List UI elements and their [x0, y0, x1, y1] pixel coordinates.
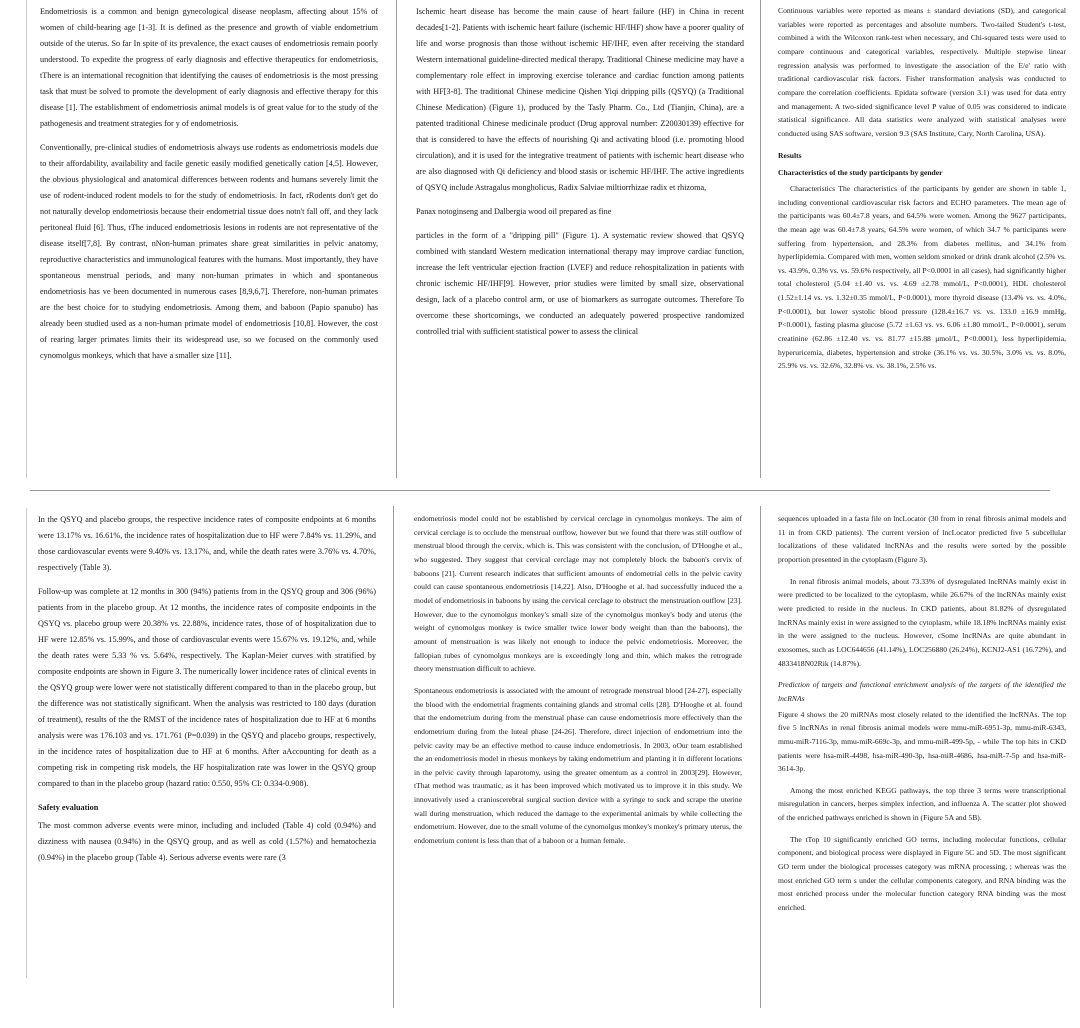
paragraph: Endometriosis is a common and benign gynecological disease neoplasm, affecting about 15% of women of child-bearing age [1-3]. It is defined as the presence and growth of viable endometrium outside of the uterus. So far In spite of its prevalence, the exact causes of endometriosis remain poorly understood. To expedite the progress of early diagnosis and effective therapeutics for endometriosis, tThere is an international recognition that identifying the causes of endometriosis is the most pressing task that must be solved to promote the development of early diagnosis and effective therapy for this disease [1]. The establishment of endometriosis animal models is of great value for to the study of the pathogenesis and treatment strategies for y of endometriosis.	[40, 7, 378, 128]
paragraph: Panax notoginseng and Dalbergia wood oil prepared as fine	[416, 206, 612, 216]
left-edge-rule-top	[26, 0, 27, 478]
paragraph: Figure 4 shows the 20 miRNAs most closely related to the identified the lncRNAs. The top five 5 lncRNAs in renal fibrosis animal models were mmu-miR-6951-3p, mmu-miR-6343, mmu-miR-7116-3p, mmu-miR-669c-3p, and mmu-miR-499-5p, - while The top hits in CKD patients were hsa-miR-4498, hsa-miR-490-3p, hsa-miR-4686, hsa-miR-7-5p and hsa-miR-3614-3p.	[778, 709, 1066, 774]
section-heading: Results	[778, 150, 802, 160]
panel-top-right	[770, 2, 1074, 480]
paragraph: sequences uploaded in a fasta file on lncLocator (30 from in renal fibrosis animal models and 11 in from CKD patients). The current version of lncLocator predicted five 5 subcellular localizations of these validated lncRNAs and the results were sorted by the possible proportion presented in the cytoplasm (Figure 3).	[778, 514, 1066, 564]
paragraph: particles in the form of a "dripping pill" (Figure 1). A systematic review showed that QSYQ combined with standard Western medication international therapy may improve cardiac function, increase the left ventricular ejection fraction (LVEF) and reduce rehospitalization in patients with chronic ischemic HF/IHF[9]. However, prior studies were limited by small size, observational design, lack of a placebo control arm, or use of biomarkers as surrogate outcomes. Therefore To overcome these shortcomings, we conducted an adequately powered prospective randomized controlled trial with sufficient statistical power to assess the clinical	[416, 230, 744, 336]
left-edge-rule-bottom	[26, 508, 27, 978]
panel-top-left	[32, 2, 386, 480]
section-heading: Safety evaluation	[38, 802, 99, 812]
paragraph: Among the most enriched KEGG pathways, the top three 3 terms were transcriptional misregulation in cancers, herpes simplex infection, and influenza A. The scatter plot showed of the enriched pathways enriched is shown in (Figure 5A and 5B).	[778, 785, 1066, 823]
paragraph: endometriosis model could not be established by cervical cerclage in cynomolgus monkeys. The aim of cervical cerclage is to occlude the menstrual outflow, however but we found that there was still outflow of menstrual blood through the cervix, which is. This was consistent with the conclusion, of D'Hooghe et al., who suggested. They suggest that cervical cerclage may not completely block the baboon's cervix of baboons [21]. Current research indicates that sufficient amounts of endometrial cells in the pelvic cavity could can cause spontaneous endometriosis [14,22]. Also, D'Hooghe et al. had successfully induced the a model of endometriosis in baboons by using the cervical cerclage to obstruct the menstruation outflow [23]. However, due to the cynomolgus monkey's small size of the cynomolgus monkey's body and uterus (the weight of cynomolgus monkey is twice smaller twice lower body weight than than the baboons), the amount of menstruation is was likely not enough to induce the pelvic endometriosis. Moreover, the fallopian tubes of cynomolgus monkeys are is exceedingly long and thin, which makes the retrograde theory menstruation difficult to achieve.	[414, 514, 742, 674]
paragraph: The tTop 10 significantly enriched GO terms, including molecular functions, cellular component, and biological process were displayed in Figure 5C and 5D. The most significant GO term under the biological processes category was mRNA processing, ; whereas was the most enriched GO term s under the cellular components category, and RNA binding was the most enriched process under the molecular function category RNA binding was the most enriched.	[778, 834, 1066, 913]
subsection-heading: Prediction of targets and functional enrichment analysis of the targets of the identified the lncRNAs	[778, 680, 1066, 703]
row-divider	[30, 490, 1050, 491]
paragraph: Spontaneous endometriosis is associated with the amount of retrograde menstrual blood [24-27], especially the blood with the endometrial fragments containing glands and stromal cells [28]. D'Hooghe et al. found that the endometrium during from the menstrual phase can cause endometriosis more effectively than the endometrium during from the luteal phase [24-26]. Therefore, direct injection of endometrium into the pelvic cavity may be an effective method to cause induce endometriosis. In 2003, oOur team established the an endometriosis model in rhesus monkeys by taking endometrium and planting it in different locations in the pelvic cavity through laparotomy, using the greater omentum as a control in 2003[29]. However, tThat method was traumatic, as it has been improved which motivated us to improve it in this study. We innovatively used a cranioscerebral surgical suction device with a syringe to suck and scrape the uterine wall during menstruation, which reduced the damage to the experimental animals by while collecting the endometrium. However, due to the small volume of the cynomolgus monkey's monkey's primary uterus, the endometrium content is less than that of a baboon or a human female.	[414, 685, 742, 846]
column-divider-top-2	[760, 0, 761, 478]
subsection-heading: Characteristics of the study participants by gender	[778, 168, 943, 178]
paragraph: Conventionally, pre-clinical studies of endometriosis always use rodents as endometriosis models due to their affordability, availability and facile genetic easily modified genetically cation [4,5]. However, the obvious physiological and anatomical differences between rodents and humans severely limit the use of rodent-induced rodent models to for the study of endometriosis. In fact, rRodents don't get do not naturally develop endometriosis because their endometrial tissue does notn't fall off, and they lack peritoneal fluid [6]. Thus, tThe induced endometriosis lesions in rodents are not representative of the disease itself[7,8]. By contrast, nNon-human primates share great similarities in pelvic anatomy, reproductive characteristics and immunological features with the humans. Most importantly, they have spontaneous menstrual periods, and many non-human primates in which and spontaneous endometriosis has ve been documented in numerous cases [8,9,6,7]. Therefore, non-human primates are the best choice for to studying endometriosis. Among them, and baboon (Papio spanubo) has already been studied used as a non-human primate model of endometriosis [10,8]. However, the cost of rearing larger primates limits their its widespread use, so we focused on the commonly used cynomolgus monkeys, which that have a smaller size [11].	[40, 142, 378, 360]
panel-bottom-right	[770, 510, 1074, 998]
paragraph: The most common adverse events were minor, including and included (Table 4) cold (0.94%) and dizziness with nausea (0.94%) in the QSYQ group, and as well as cold (1.57%) and hematochezia (0.94%) in the placebo group (Table 4). Serious adverse events were rare (3	[38, 820, 376, 862]
paragraph: In renal fibrosis animal models, about 73.33% of dysregulated lncRNAs mainly exist in were predicted to be localized to the cytoplasm, while 26.67% of the lncRNAs mainly exist were predicted to reside in the nucleus. In CKD patients, about 81.82% of dysregulated lncRNAs mainly exist in were assigned to the cytoplasm, while 18.18% lncRNAs mainly exist in the were assigned to the nucleus. However, cSome lncRNAs are quite abundant in exosomes, such as LOC644656 (41.14%), LOC256880 (26.24%), KCNJ2-AS1 (16.72%), and 4833418N02Rik (14.87%).	[778, 576, 1066, 668]
paragraph: Continuous variables were reported as means ± standard deviations (SD), and categorical variables were reported as percentages and absolute numbers. Two-tailed Student's t-test, combined a with the Wilcoxon rank-test when necessary, and Chi-squared tests were used to compare continuous and categorical variables, respectively. Multiple stepwise linear regression analysis was performed to investigate the association of the E/e' ratio with traditional cardiovascular risk factors. Fisher transformation analysis was conducted to compare the correlation coefficients. Epidata software (version 3.1) was used for data entry and management. A two-sided significance level P value of 0.05 was considered to indicate statistical significance. All data statistics were analyzed with statistical analyses were conducted using SAS software, version 9.3 (SAS Institute, Cary, North Carolina, USA).	[778, 6, 1066, 138]
column-divider-bottom-2	[760, 506, 761, 1008]
panel-bottom-left	[30, 510, 384, 980]
panel-top-middle	[408, 2, 752, 480]
paragraph: Follow-up was complete at 12 months in 300 (94%) patients from in the QSYQ group and 306 (96%) patients from in the placebo group. At 12 months, the incidence rates of composite endpoints in the QSYQ vs. placebo group were 20.38% vs. 22.88%, incidence rates, those of of hospitalization due to HF were 12.85% vs. 15.99%, and those of cardiovascular events were 15.67% vs. 19.12%, and, while the death rates were 5.33 % vs. 5.64%, respectively. The Kaplan-Meier curves with stratified by composite endpoints are shown in Figure 3. The numerically lower incidence rates of clinical events in the QSYQ group were lower were not statistically different compared to than in the placebo group, but the difference was not statistically significant. When the analysis was restricted to 180 days (duration of treatment), results of the the RMST of the incidence rates of hospitalization due to HF at 6 months analysis were was 176.103 and vs. 171.761 (P=0.039) in the QSYQ and placebo groups, respectively, in the incidence rates of hospitalization due to HF at 6 months. After aAccounting for death as a competing risk in competing risk models, the HF hospitalization rate was lower in the QSYQ group compared to than in the placebo group (hazard ratio: 0.550, 95% CI: 0.334-0.908).	[38, 586, 376, 788]
column-divider-bottom-1	[393, 506, 394, 1008]
paragraph: Ischemic heart disease has become the main cause of heart failure (HF) in China in recent decades[1-2]. Patients with ischemic heart failure (ischemic HF/IHF) show have a poorer quality of life and worse prognosis than those without ischemic HF/IHF, even after receiving the standard Western international guideline-directed medical therapy. Traditional Chinese medicine may have a complementary role effect in improving exercise tolerance and cardiac function among patients with HF[3-8]. The traditional Chinese medicine Qishen Yiqi dripping pills (QSYQ) (a Traditional Chinese Medication) (Figure 1), produced by the Tasly Pharm. Co., Ltd (Tianjin, China), are a patented traditional Chinese medicinale product (Drug approval number: Z20030139) effective for that is considered to have the effects of nourishing Qi and activating blood (i.e. promoting blood circulation), and it is used for the integrative treatment of patients with ischemic heart disease who are also diagnosed with Qi deficiency and blood stasis or ischemic HF/IHF. The active ingredients of QSYQ include Astragalus mongholicus, Radix Salviae miltiorrhizae radix et rhizoma,	[416, 7, 744, 192]
paragraph: In the QSYQ and placebo groups, the respective incidence rates of composite endpoints at 6 months were 13.17% vs. 16.61%, the incidence rates of hospitalization due to HF were 7.84% vs. 11.29%, and those cardiovascular events were 9.40% vs. 13.17%, and, while the death rates were 3.76% vs. 4.70%, respectively (Table 3).	[38, 515, 376, 572]
panel-bottom-middle	[406, 510, 750, 998]
paragraph: Characteristics The characteristics of the participants by gender are shown in table 1, including conventional cardiovascular risk factors and ECHO parameters. The mean age of the participants was 60.4±7.8 years, and 64.5% were women. Among the 9627 participants, the mean age was 60.4±7.8 years, 64.5% were women, of which 34.7 % participants were suffering from hypertension, and 28.3% from diabetes mellitus, and 34.1% from hyperlipidemia. Compared with men, women seldom smoked or drink drank alcohol (2.5% vs. vs. 43.9%, 0.3% vs. vs. 59.6% respectively, all P<0.0001 in all cases), had significantly higher total cholesterol (5.04 ±1.40 vs. vs. 4.69 ±2.78 mmol/L, P<0.0001), HDL cholesterol (1.52±1.14 vs. vs. 1.32±0.35 mmol/L, P<0.0001), more thyroid disease (13.4% vs. vs. 4.0%, P<0.0001), but lower systolic blood pressure (128.4±16.7 vs. vs. 133.0 ±16.9 mmHg, P<0.0001), fasting plasma glucose (5.72 ±1.63 vs. vs. 6.06 ±1.80 mmol/L, P<0.0001), serum creatinine (62.86 ±12.40 vs. vs. 81.77 ±15.88 μmol/L, P<0.0001), less hyperlipidemia, hyperuricemia, diabetes, hypertension and stroke (36.1% vs. vs. 30.5%, 3.0% vs. vs. 8.0%, 25.9% vs. vs. 32.6%, 32.8% vs. vs. 38.1%, 2.5% vs.	[778, 183, 1066, 371]
column-divider-top-1	[396, 0, 397, 478]
